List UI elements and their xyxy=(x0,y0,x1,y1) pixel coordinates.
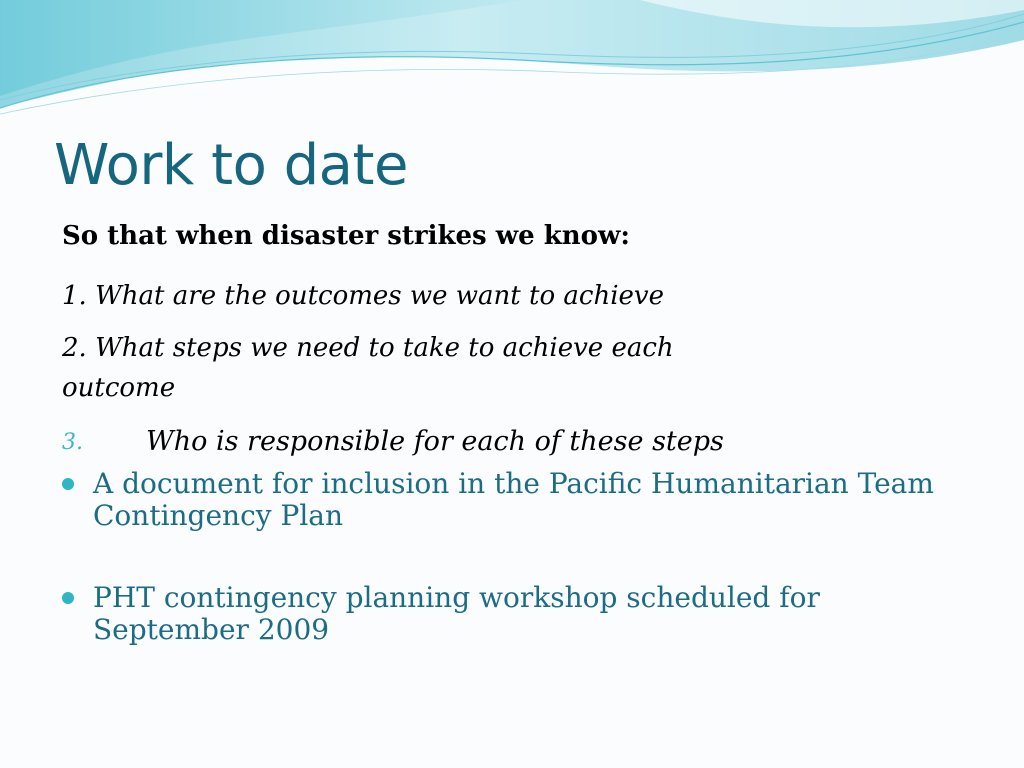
bullet-dot-icon xyxy=(62,478,74,490)
item-number: 1. xyxy=(62,281,87,311)
numbered-item-2 xyxy=(62,328,762,408)
intro-text: So that when disaster strikes we know: xyxy=(62,221,630,251)
bullet-dot-icon xyxy=(62,592,74,604)
numbered-item-1 xyxy=(62,276,664,316)
item-text-3: Who is responsible for each of these steps xyxy=(146,426,724,457)
bullet-item xyxy=(62,468,942,532)
header-wave-decoration xyxy=(0,0,1024,130)
slide-title: Work to date xyxy=(54,133,408,198)
item-text: What are the outcomes we want to achieve xyxy=(95,281,664,311)
item-number-3: 3. xyxy=(62,430,83,455)
item-text: What steps we need to take to achieve each outcome xyxy=(62,333,674,403)
bullet-text: A document for inclusion in the Pacific Humanitarian Team Contingency Plan xyxy=(93,467,934,532)
bullet-item xyxy=(62,582,942,646)
bullet-text: PHT contingency planning workshop scheduled for September 2009 xyxy=(93,581,820,646)
item-number: 2. xyxy=(62,333,87,363)
